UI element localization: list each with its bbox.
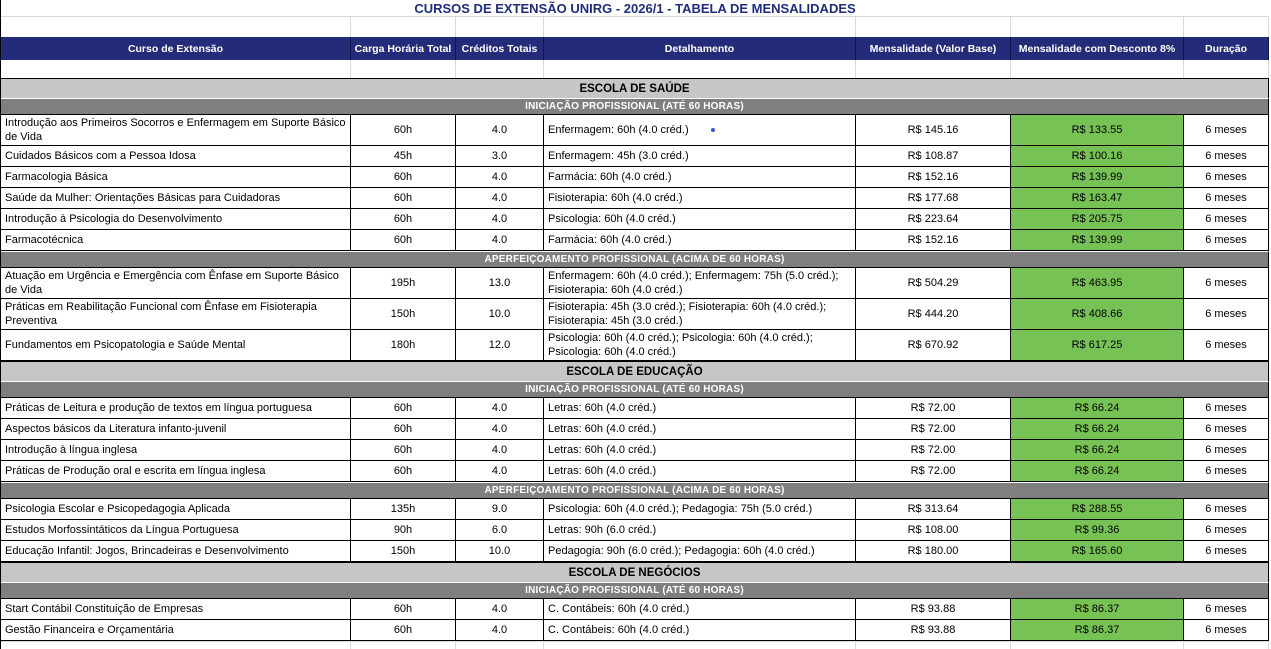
cell-mensalidade-desconto: R$ 86.37	[1011, 599, 1184, 620]
cell-detalhamento	[544, 330, 856, 361]
cell-detalhamento	[544, 167, 856, 188]
cell-mensalidade-base: R$ 444.20	[856, 299, 1011, 330]
cell-detalhamento	[544, 541, 856, 562]
cell-curso: Introdução aos Primeiros Socorros e Enfermagem em Suporte Básico de Vida	[1, 115, 351, 146]
column-header-detalhamento: Detalhamento	[544, 37, 856, 60]
cell-duracao: 6 meses	[1184, 167, 1269, 188]
cell-carga-horaria: 60h	[351, 419, 456, 440]
cell-mensalidade-base: R$ 177.68	[856, 188, 1011, 209]
table-row	[1, 209, 1269, 230]
cell-mensalidade-desconto: R$ 66.24	[1011, 440, 1184, 461]
cell-creditos: 4.0	[456, 419, 544, 440]
cell-carga-horaria: 195h	[351, 268, 456, 299]
detalhamento-text: C. Contábeis: 60h (4.0 créd.)	[548, 603, 690, 615]
cell-mensalidade-desconto: R$ 408.66	[1011, 299, 1184, 330]
detalhamento-text: Letras: 60h (4.0 créd.)	[548, 423, 657, 435]
cell-creditos: 4.0	[456, 188, 544, 209]
cell-mensalidade-base: R$ 152.16	[856, 167, 1011, 188]
cell-detalhamento	[544, 520, 856, 541]
cell-curso: Fundamentos em Psicopatologia e Saúde Mental	[1, 330, 351, 361]
cell-detalhamento	[544, 146, 856, 167]
cell-detalhamento	[544, 440, 856, 461]
cell-mensalidade-base: R$ 670.92	[856, 330, 1011, 361]
level-section-header	[1, 381, 1269, 398]
school-section-label: ESCOLA DE EDUCAÇÃO	[566, 365, 703, 378]
cell-carga-horaria: 60h	[351, 209, 456, 230]
cell-creditos: 13.0	[456, 268, 544, 299]
spacer-row	[1, 17, 1269, 37]
cell-creditos: 4.0	[456, 209, 544, 230]
cell-detalhamento	[544, 230, 856, 251]
table-row	[1, 599, 1269, 620]
detalhamento-text: Psicologia: 60h (4.0 créd.); Psicologia: 60h (4.0 créd.); Psicologia: 60h (4.0 créd.)	[548, 332, 813, 358]
cell-detalhamento	[544, 188, 856, 209]
cell-carga-horaria: 60h	[351, 167, 456, 188]
detalhamento-text: Farmácia: 60h (4.0 créd.)	[548, 171, 672, 183]
cell-duracao: 6 meses	[1184, 188, 1269, 209]
cell-mensalidade-desconto: R$ 463.95	[1011, 268, 1184, 299]
table-row	[1, 440, 1269, 461]
cell-duracao: 6 meses	[1184, 599, 1269, 620]
school-section-label: ESCOLA DE SAÚDE	[579, 82, 690, 95]
column-header-curso: Curso de Extensão	[1, 37, 351, 60]
cell-curso: Gestão Financeira e Orçamentária	[1, 620, 351, 641]
cell-carga-horaria: 60h	[351, 188, 456, 209]
level-section-header	[1, 251, 1269, 268]
cell-creditos: 6.0	[456, 520, 544, 541]
cell-curso: Introdução à língua inglesa	[1, 440, 351, 461]
column-header-mensalidade-desconto: Mensalidade com Desconto 8%	[1011, 37, 1184, 60]
cell-curso: Introdução à Psicologia do Desenvolvimento	[1, 209, 351, 230]
table-sections	[1, 78, 1271, 641]
cell-mensalidade-desconto: R$ 66.24	[1011, 461, 1184, 482]
table-row	[1, 188, 1269, 209]
cell-mensalidade-desconto: R$ 66.24	[1011, 419, 1184, 440]
cell-duracao: 6 meses	[1184, 209, 1269, 230]
cell-mensalidade-desconto: R$ 617.25	[1011, 330, 1184, 361]
table-row	[1, 167, 1269, 188]
cell-carga-horaria: 60h	[351, 115, 456, 146]
cell-duracao: 6 meses	[1184, 146, 1269, 167]
detalhamento-text: Enfermagem: 60h (4.0 créd.); Enfermagem: 75h (5.0 créd.); Fisioterapia: 60h (4.0 créd.)	[548, 270, 839, 296]
detalhamento-text: Psicologia: 60h (4.0 créd.)	[548, 213, 676, 225]
cell-mensalidade-desconto: R$ 86.37	[1011, 620, 1184, 641]
cell-detalhamento	[544, 115, 856, 146]
cell-carga-horaria: 135h	[351, 499, 456, 520]
spacer-row	[1, 60, 1269, 78]
cell-duracao: 6 meses	[1184, 230, 1269, 251]
cell-detalhamento	[544, 299, 856, 330]
cell-creditos: 12.0	[456, 330, 544, 361]
cell-detalhamento	[544, 419, 856, 440]
column-header-mensalidade-base: Mensalidade (Valor Base)	[856, 37, 1011, 60]
page-title: CURSOS DE EXTENSÃO UNIRG - 2026/1 - TABELA DE MENSALIDADES	[1, 0, 1269, 17]
cell-mensalidade-desconto: R$ 133.55	[1011, 115, 1184, 146]
table-row	[1, 268, 1269, 299]
cell-carga-horaria: 60h	[351, 599, 456, 620]
detalhamento-text: Letras: 60h (4.0 créd.)	[548, 465, 657, 477]
school-section-header	[1, 78, 1269, 98]
detalhamento-text: Farmácia: 60h (4.0 créd.)	[548, 234, 672, 246]
cell-mensalidade-base: R$ 313.64	[856, 499, 1011, 520]
cell-curso: Saúde da Mulher: Orientações Básicas para Cuidadoras	[1, 188, 351, 209]
cell-mensalidade-base: R$ 108.00	[856, 520, 1011, 541]
cell-mensalidade-desconto: R$ 288.55	[1011, 499, 1184, 520]
level-section-header	[1, 482, 1269, 499]
cell-curso: Aspectos básicos da Literatura infanto-juvenil	[1, 419, 351, 440]
detalhamento-text: Letras: 60h (4.0 créd.)	[548, 444, 657, 456]
cell-curso: Educação Infantil: Jogos, Brincadeiras e Desenvolvimento	[1, 541, 351, 562]
cell-carga-horaria: 180h	[351, 330, 456, 361]
cell-detalhamento	[544, 620, 856, 641]
cell-mensalidade-desconto: R$ 165.60	[1011, 541, 1184, 562]
cell-curso: Estudos Morfossintáticos da Língua Portuguesa	[1, 520, 351, 541]
detalhamento-text: C. Contábeis: 60h (4.0 créd.)	[548, 624, 690, 636]
cell-detalhamento	[544, 398, 856, 419]
cell-duracao: 6 meses	[1184, 330, 1269, 361]
cell-mensalidade-base: R$ 72.00	[856, 440, 1011, 461]
cell-creditos: 10.0	[456, 299, 544, 330]
level-section-label: APERFEIÇOAMENTO PROFISSIONAL (ACIMA DE 60 HORAS)	[484, 254, 785, 265]
table-row	[1, 230, 1269, 251]
cell-creditos: 4.0	[456, 398, 544, 419]
cell-mensalidade-base: R$ 93.88	[856, 620, 1011, 641]
cell-duracao: 6 meses	[1184, 461, 1269, 482]
table-row	[1, 115, 1269, 146]
detalhamento-text: Fisioterapia: 45h (3.0 créd.); Fisioterapia: 60h (4.0 créd.); Fisioterapia: 45h (3.0 créd.)	[548, 301, 827, 327]
cell-duracao: 6 meses	[1184, 398, 1269, 419]
cell-curso: Farmacologia Básica	[1, 167, 351, 188]
detalhamento-text: Psicologia: 60h (4.0 créd.); Pedagogia: 75h (5.0 créd.)	[548, 503, 813, 515]
cell-creditos: 4.0	[456, 599, 544, 620]
table-row	[1, 499, 1269, 520]
detalhamento-text: Letras: 90h (6.0 créd.)	[548, 524, 657, 536]
level-section-label: INICIAÇÃO PROFISSIONAL (ATÉ 60 HORAS)	[525, 585, 744, 596]
column-header-creditos: Créditos Totais	[456, 37, 544, 60]
detalhamento-text: Pedagogia: 90h (6.0 créd.); Pedagogia: 60h (4.0 créd.)	[548, 545, 815, 557]
cell-carga-horaria: 45h	[351, 146, 456, 167]
table-row	[1, 299, 1269, 330]
cell-duracao: 6 meses	[1184, 419, 1269, 440]
column-header-duracao: Duração	[1184, 37, 1269, 60]
cell-curso: Práticas de Produção oral e escrita em língua inglesa	[1, 461, 351, 482]
cell-creditos: 3.0	[456, 146, 544, 167]
cell-duracao: 6 meses	[1184, 620, 1269, 641]
cell-creditos: 4.0	[456, 167, 544, 188]
cell-detalhamento	[544, 599, 856, 620]
cell-duracao: 6 meses	[1184, 115, 1269, 146]
school-section-header	[1, 361, 1269, 381]
school-section-label: ESCOLA DE NEGÓCIOS	[568, 566, 701, 579]
table-row	[1, 330, 1269, 361]
table-header-row	[1, 37, 1269, 60]
level-section-label: INICIAÇÃO PROFISSIONAL (ATÉ 60 HORAS)	[525, 101, 744, 112]
detalhamento-text: Enfermagem: 45h (3.0 créd.)	[548, 150, 689, 162]
cell-creditos: 4.0	[456, 620, 544, 641]
table-row	[1, 541, 1269, 562]
cell-carga-horaria: 60h	[351, 230, 456, 251]
cell-mensalidade-base: R$ 72.00	[856, 419, 1011, 440]
cell-carga-horaria: 150h	[351, 299, 456, 330]
cell-detalhamento	[544, 499, 856, 520]
cell-mensalidade-base: R$ 152.16	[856, 230, 1011, 251]
cell-mensalidade-desconto: R$ 163.47	[1011, 188, 1184, 209]
cell-duracao: 6 meses	[1184, 520, 1269, 541]
cell-creditos: 4.0	[456, 230, 544, 251]
level-section-label: INICIAÇÃO PROFISSIONAL (ATÉ 60 HORAS)	[525, 384, 744, 395]
table-row	[1, 620, 1269, 641]
cell-detalhamento	[544, 461, 856, 482]
cell-curso: Psicologia Escolar e Psicopedagogia Aplicada	[1, 499, 351, 520]
cell-curso: Práticas de Leitura e produção de textos em língua portuguesa	[1, 398, 351, 419]
cell-curso: Atuação em Urgência e Emergência com Ênfase em Suporte Básico de Vida	[1, 268, 351, 299]
spacer-row	[1, 641, 1269, 649]
cell-creditos: 9.0	[456, 499, 544, 520]
cell-carga-horaria: 150h	[351, 541, 456, 562]
cell-mensalidade-base: R$ 504.29	[856, 268, 1011, 299]
cell-carga-horaria: 60h	[351, 440, 456, 461]
cell-creditos: 4.0	[456, 115, 544, 146]
cell-mensalidade-desconto: R$ 66.24	[1011, 398, 1184, 419]
cell-detalhamento	[544, 209, 856, 230]
table-row	[1, 520, 1269, 541]
table-row	[1, 461, 1269, 482]
cell-curso: Práticas em Reabilitação Funcional com Ênfase em Fisioterapia Preventiva	[1, 299, 351, 330]
cell-mensalidade-base: R$ 72.00	[856, 461, 1011, 482]
cell-creditos: 4.0	[456, 461, 544, 482]
detalhamento-text: Letras: 60h (4.0 créd.)	[548, 402, 657, 414]
cell-carga-horaria: 60h	[351, 620, 456, 641]
note-dot-icon	[711, 128, 715, 132]
cell-duracao: 6 meses	[1184, 499, 1269, 520]
cell-mensalidade-base: R$ 145.16	[856, 115, 1011, 146]
cell-mensalidade-base: R$ 108.87	[856, 146, 1011, 167]
detalhamento-text: Fisioterapia: 60h (4.0 créd.)	[548, 192, 683, 204]
cell-mensalidade-desconto: R$ 100.16	[1011, 146, 1184, 167]
column-header-carga-horaria: Carga Horária Total	[351, 37, 456, 60]
cell-carga-horaria: 90h	[351, 520, 456, 541]
cell-duracao: 6 meses	[1184, 440, 1269, 461]
cell-duracao: 6 meses	[1184, 299, 1269, 330]
cell-mensalidade-base: R$ 223.64	[856, 209, 1011, 230]
school-section-header	[1, 562, 1269, 582]
table-row	[1, 146, 1269, 167]
table-row	[1, 419, 1269, 440]
table-row	[1, 398, 1269, 419]
cell-mensalidade-desconto: R$ 139.99	[1011, 230, 1184, 251]
level-section-header	[1, 582, 1269, 599]
cell-creditos: 10.0	[456, 541, 544, 562]
cell-creditos: 4.0	[456, 440, 544, 461]
cell-mensalidade-base: R$ 180.00	[856, 541, 1011, 562]
cell-carga-horaria: 60h	[351, 398, 456, 419]
cell-curso: Start Contábil Constituição de Empresas	[1, 599, 351, 620]
cell-mensalidade-desconto: R$ 205.75	[1011, 209, 1184, 230]
cell-mensalidade-base: R$ 72.00	[856, 398, 1011, 419]
cell-curso: Farmacotécnica	[1, 230, 351, 251]
cell-curso: Cuidados Básicos com a Pessoa Idosa	[1, 146, 351, 167]
cell-duracao: 6 meses	[1184, 268, 1269, 299]
level-section-header	[1, 98, 1269, 115]
cell-mensalidade-desconto: R$ 139.99	[1011, 167, 1184, 188]
cell-mensalidade-desconto: R$ 99.36	[1011, 520, 1184, 541]
cell-duracao: 6 meses	[1184, 541, 1269, 562]
detalhamento-text: Enfermagem: 60h (4.0 créd.)	[548, 124, 689, 136]
cell-detalhamento	[544, 268, 856, 299]
cell-carga-horaria: 60h	[351, 461, 456, 482]
cell-mensalidade-base: R$ 93.88	[856, 599, 1011, 620]
level-section-label: APERFEIÇOAMENTO PROFISSIONAL (ACIMA DE 60 HORAS)	[484, 485, 785, 496]
